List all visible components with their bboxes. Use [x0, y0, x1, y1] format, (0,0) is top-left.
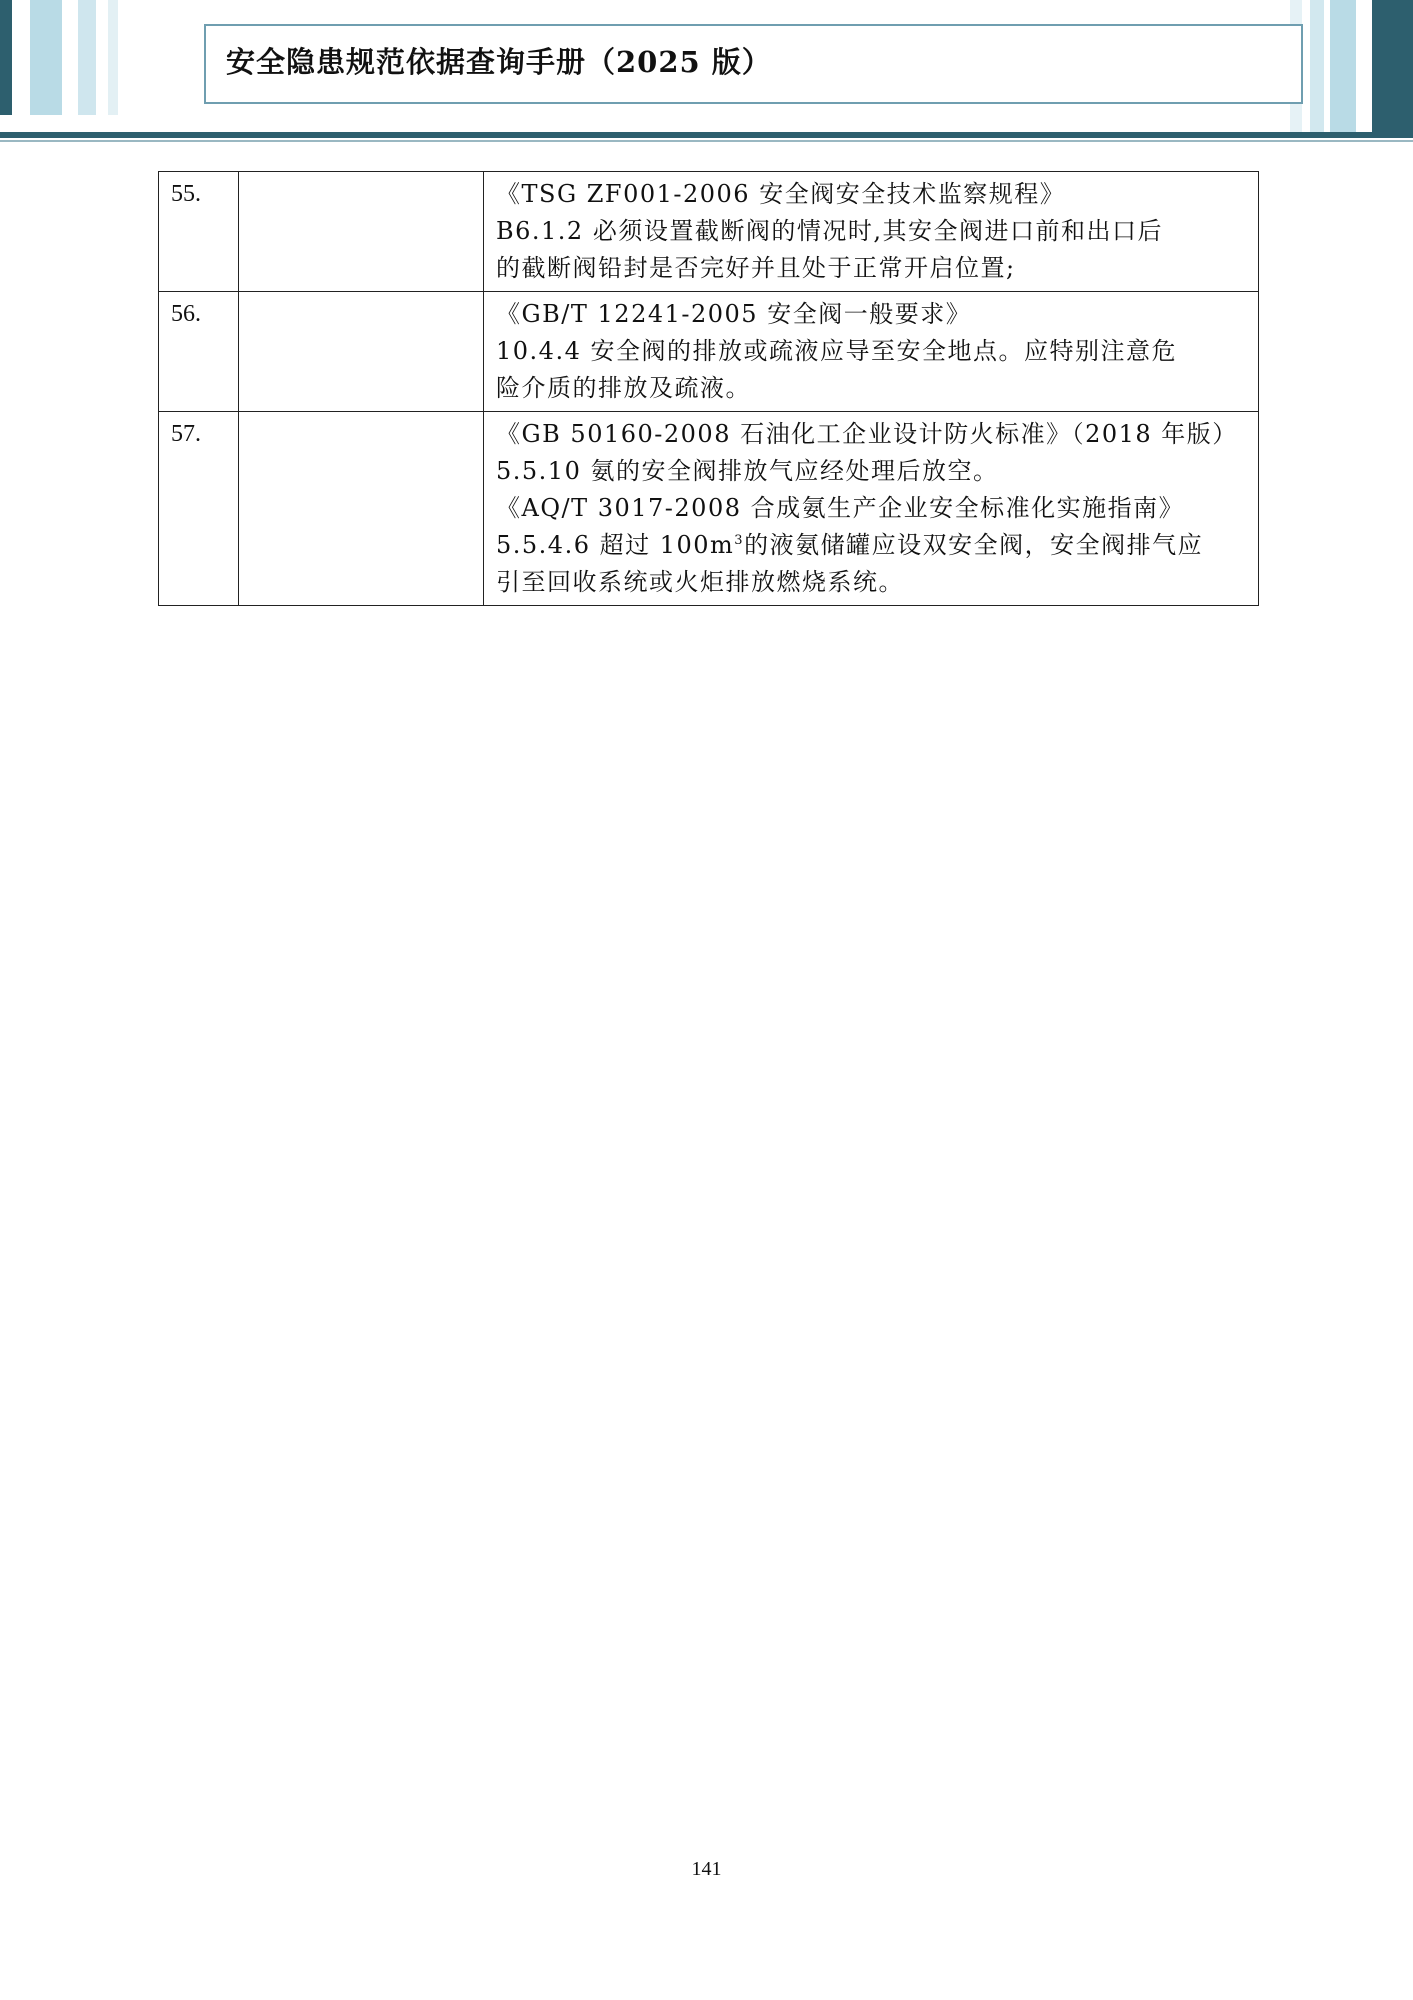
regulation-table: [158, 171, 1259, 606]
content-line: 10.4.4 安全阀的排放或疏液应导至安全地点。应特别注意危: [496, 337, 1177, 365]
header-stripe-decoration: [1330, 0, 1356, 135]
page-number: 141: [691, 1858, 722, 1880]
content-line: 险介质的排放及疏液。: [496, 374, 751, 402]
content-line: 《AQ/T 3017-2008 合成氨生产企业安全标准化实施指南》: [496, 494, 1185, 522]
row-number: 55.: [159, 172, 239, 292]
header-rule-thin: [0, 140, 1413, 142]
document-title: 安全隐患规范依据查询手册（2025 版）: [226, 45, 772, 79]
header-title-box: [204, 24, 1303, 104]
content-line: 《GB 50160-2008 石油化工企业设计防火标准》（2018 年版）: [496, 420, 1238, 448]
content-line: [496, 527, 1248, 564]
row-category: [239, 172, 484, 292]
row-number: 57.: [159, 412, 239, 606]
header-stripe-decoration: [78, 0, 96, 115]
header-stripe-decoration: [108, 0, 118, 115]
content-line: B6.1.2 必须设置截断阀的情况时,其安全阀进口前和出口后: [496, 217, 1163, 245]
content-line-part: 的液氨储罐应设双安全阀，安全阀排气应: [744, 531, 1204, 559]
header-rule: [0, 132, 1413, 138]
content-line: 《GB/T 12241-2005 安全阀一般要求》: [496, 300, 972, 328]
table-row: [159, 412, 1259, 606]
table-row: [159, 292, 1259, 412]
row-content: [484, 172, 1259, 292]
row-number: 56.: [159, 292, 239, 412]
table-row: [159, 172, 1259, 292]
header-stripe-decoration: [30, 0, 62, 115]
content-line: 《TSG ZF001-2006 安全阀安全技术监察规程》: [496, 180, 1066, 208]
header-stripe-decoration: [1310, 0, 1324, 135]
content-line: 的截断阀铅封是否完好并且处于正常开启位置;: [496, 254, 1016, 282]
content-line-part: 5.5.4.6 超过 100m: [496, 531, 735, 559]
row-content: [484, 292, 1259, 412]
superscript-unit: 3: [734, 533, 745, 548]
header-stripe-decoration: [0, 0, 12, 115]
row-category: [239, 292, 484, 412]
header-stripe-decoration: [1372, 0, 1413, 135]
row-category: [239, 412, 484, 606]
row-content: [484, 412, 1259, 606]
content-line: 5.5.10 氨的安全阀排放气应经处理后放空。: [496, 457, 999, 485]
content-line: 引至回收系统或火炬排放燃烧系统。: [496, 568, 904, 596]
